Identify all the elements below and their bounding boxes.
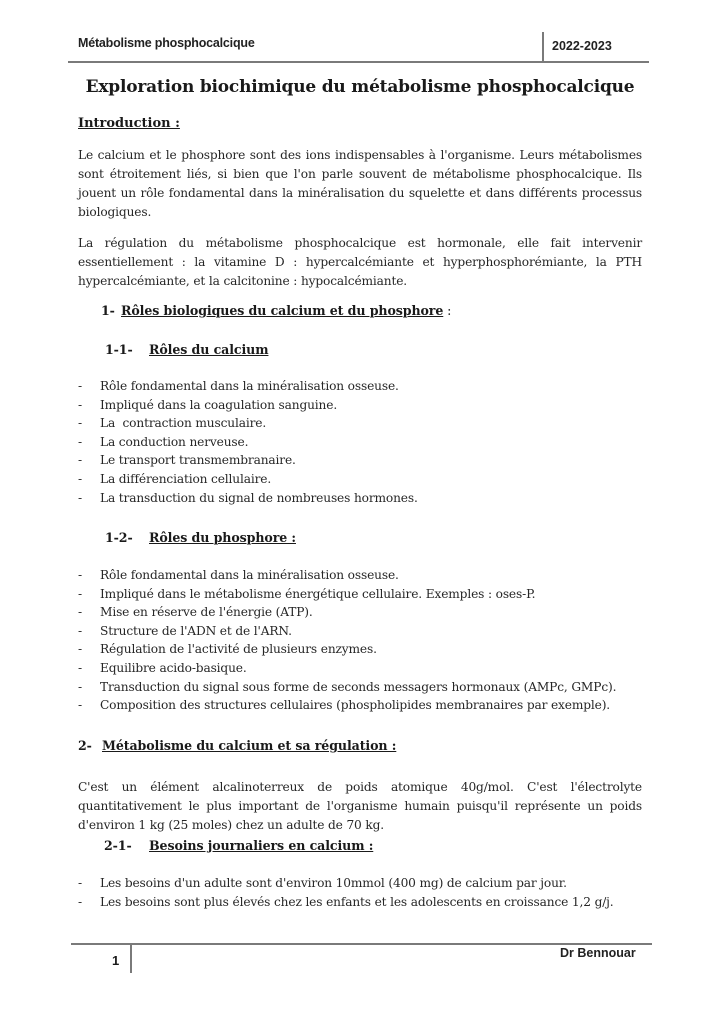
header-year: 2022-2023: [552, 39, 612, 53]
calcium-roles-list: [78, 377, 418, 507]
list-item-text: Impliqué dans la coagulation sanguine.: [100, 397, 338, 412]
bullet-dash: -: [78, 876, 82, 890]
list-item: [78, 893, 614, 912]
footer-divider-vertical: [130, 943, 132, 973]
list-item: [78, 451, 418, 470]
list-item: [78, 585, 616, 604]
list-item: [78, 489, 418, 508]
section-2-heading: [78, 738, 396, 753]
bullet-dash: -: [78, 586, 82, 601]
bullet-dash: -: [78, 660, 82, 675]
subsection-1-2-heading: [105, 530, 296, 545]
list-item-text: La différenciation cellulaire.: [100, 471, 272, 486]
bullet-dash: -: [78, 679, 82, 694]
document-title: Exploration biochimique du métabolisme phosphocalcique: [85, 77, 635, 97]
subsection-number: 1-2-: [105, 530, 133, 545]
bullet-dash: -: [78, 471, 82, 486]
bullet-dash: -: [78, 568, 82, 582]
list-item: [78, 659, 616, 678]
calcium-needs-list: [78, 874, 614, 911]
list-item: [78, 433, 418, 452]
list-item: [78, 377, 418, 396]
list-item-text: Les besoins d'un adulte sont d'environ 10mmol (400 mg) de calcium par jour.: [100, 876, 567, 890]
list-item: [78, 640, 616, 659]
list-item-text: La contraction musculaire.: [100, 416, 267, 431]
subsection-2-1-heading: [104, 838, 373, 853]
bullet-dash: -: [78, 453, 82, 468]
list-item: [78, 622, 616, 641]
footer-author: Dr Bennouar: [560, 946, 636, 960]
introduction-heading: Introduction :: [78, 116, 180, 131]
phosphorus-roles-list: [78, 566, 616, 715]
list-item-text: La conduction nerveuse.: [100, 434, 249, 449]
section-title: Métabolisme du calcium et sa régulation :: [102, 738, 397, 753]
list-item-text: Rôle fondamental dans la minéralisation osseuse.: [100, 568, 399, 582]
list-item: [78, 470, 418, 489]
header-rule: [68, 61, 649, 63]
list-item: [78, 678, 616, 697]
bullet-dash: -: [78, 416, 82, 431]
bullet-dash: -: [78, 623, 82, 638]
section-number: 2-: [78, 738, 92, 753]
section-suffix: :: [443, 303, 452, 318]
list-item-text: Rôle fondamental dans la minéralisation osseuse.: [100, 379, 399, 393]
section-2-paragraph: C'est un élément alcalinoterreux de poids atomique 40g/mol. C'est l'électrolyte quantitativement le plus important de l'organisme humain puisqu'il représente un poids d'environ 1 kg (25 moles) chez un adulte de 70 kg.: [78, 780, 642, 832]
list-item-text: Equilibre acido-basique.: [100, 660, 247, 675]
subsection-number: 1-1-: [105, 342, 133, 357]
bullet-dash: -: [78, 379, 82, 393]
header-divider-vertical: [542, 32, 544, 63]
page-number: 1: [112, 953, 120, 968]
subsection-title: Rôles du calcium: [149, 342, 269, 357]
introduction-paragraph-2: La régulation du métabolisme phosphocalcique est hormonale, elle fait intervenir essentiellement : la vitamine D : hypercalcémiante et hyperphosphorémiante, la PTH hypercalcémiante, et la calcitonine : hypocalcémiante.: [78, 236, 642, 288]
bullet-dash: -: [78, 642, 82, 657]
list-item: [78, 566, 616, 585]
bullet-dash: -: [78, 397, 82, 412]
subsection-1-1-heading: [105, 342, 268, 357]
list-item: [78, 696, 616, 715]
section-1-heading: [101, 303, 451, 318]
list-item-text: Transduction du signal sous forme de seconds messagers hormonaux (AMPc, GMPc).: [100, 679, 617, 694]
subsection-title: Rôles du phosphore :: [149, 530, 296, 545]
subsection-number: 2-1-: [104, 838, 132, 853]
footer-rule: [71, 943, 652, 945]
list-item: [78, 603, 616, 622]
introduction-paragraph-1: Le calcium et le phosphore sont des ions indispensables à l'organisme. Leurs métabolismes sont étroitement liés, si bien que l'on parle souvent de métabolisme phosphocalcique. Ils jouent un rôle fondamental dans la minéralisation du squelette et dans différents processus biologiques.: [78, 148, 642, 219]
section-title: Rôles biologiques du calcium et du phosphore: [121, 303, 444, 318]
list-item-text: Le transport transmembranaire.: [100, 453, 296, 468]
list-item-text: Composition des structures cellulaires (phospholipides membranaires par exemple).: [100, 698, 611, 713]
bullet-dash: -: [78, 605, 82, 620]
list-item: [78, 874, 614, 893]
bullet-dash: -: [78, 434, 82, 449]
header-title: Métabolisme phosphocalcique: [78, 36, 255, 50]
list-item-text: Structure de l'ADN et de l'ARN.: [100, 623, 292, 638]
section-number: 1-: [101, 303, 115, 318]
list-item-text: Impliqué dans le métabolisme énergétique cellulaire. Exemples : oses-P.: [100, 586, 536, 601]
list-item: [78, 414, 418, 433]
list-item: [78, 396, 418, 415]
subsection-title: Besoins journaliers en calcium :: [149, 838, 374, 853]
bullet-dash: -: [78, 490, 82, 505]
list-item-text: La transduction du signal de nombreuses hormones.: [100, 490, 418, 505]
list-item-text: Les besoins sont plus élevés chez les enfants et les adolescents en croissance 1,2 g/j.: [100, 894, 614, 909]
list-item-text: Régulation de l'activité de plusieurs enzymes.: [100, 642, 377, 657]
bullet-dash: -: [78, 894, 82, 909]
bullet-dash: -: [78, 698, 82, 713]
list-item-text: Mise en réserve de l'énergie (ATP).: [100, 605, 313, 620]
